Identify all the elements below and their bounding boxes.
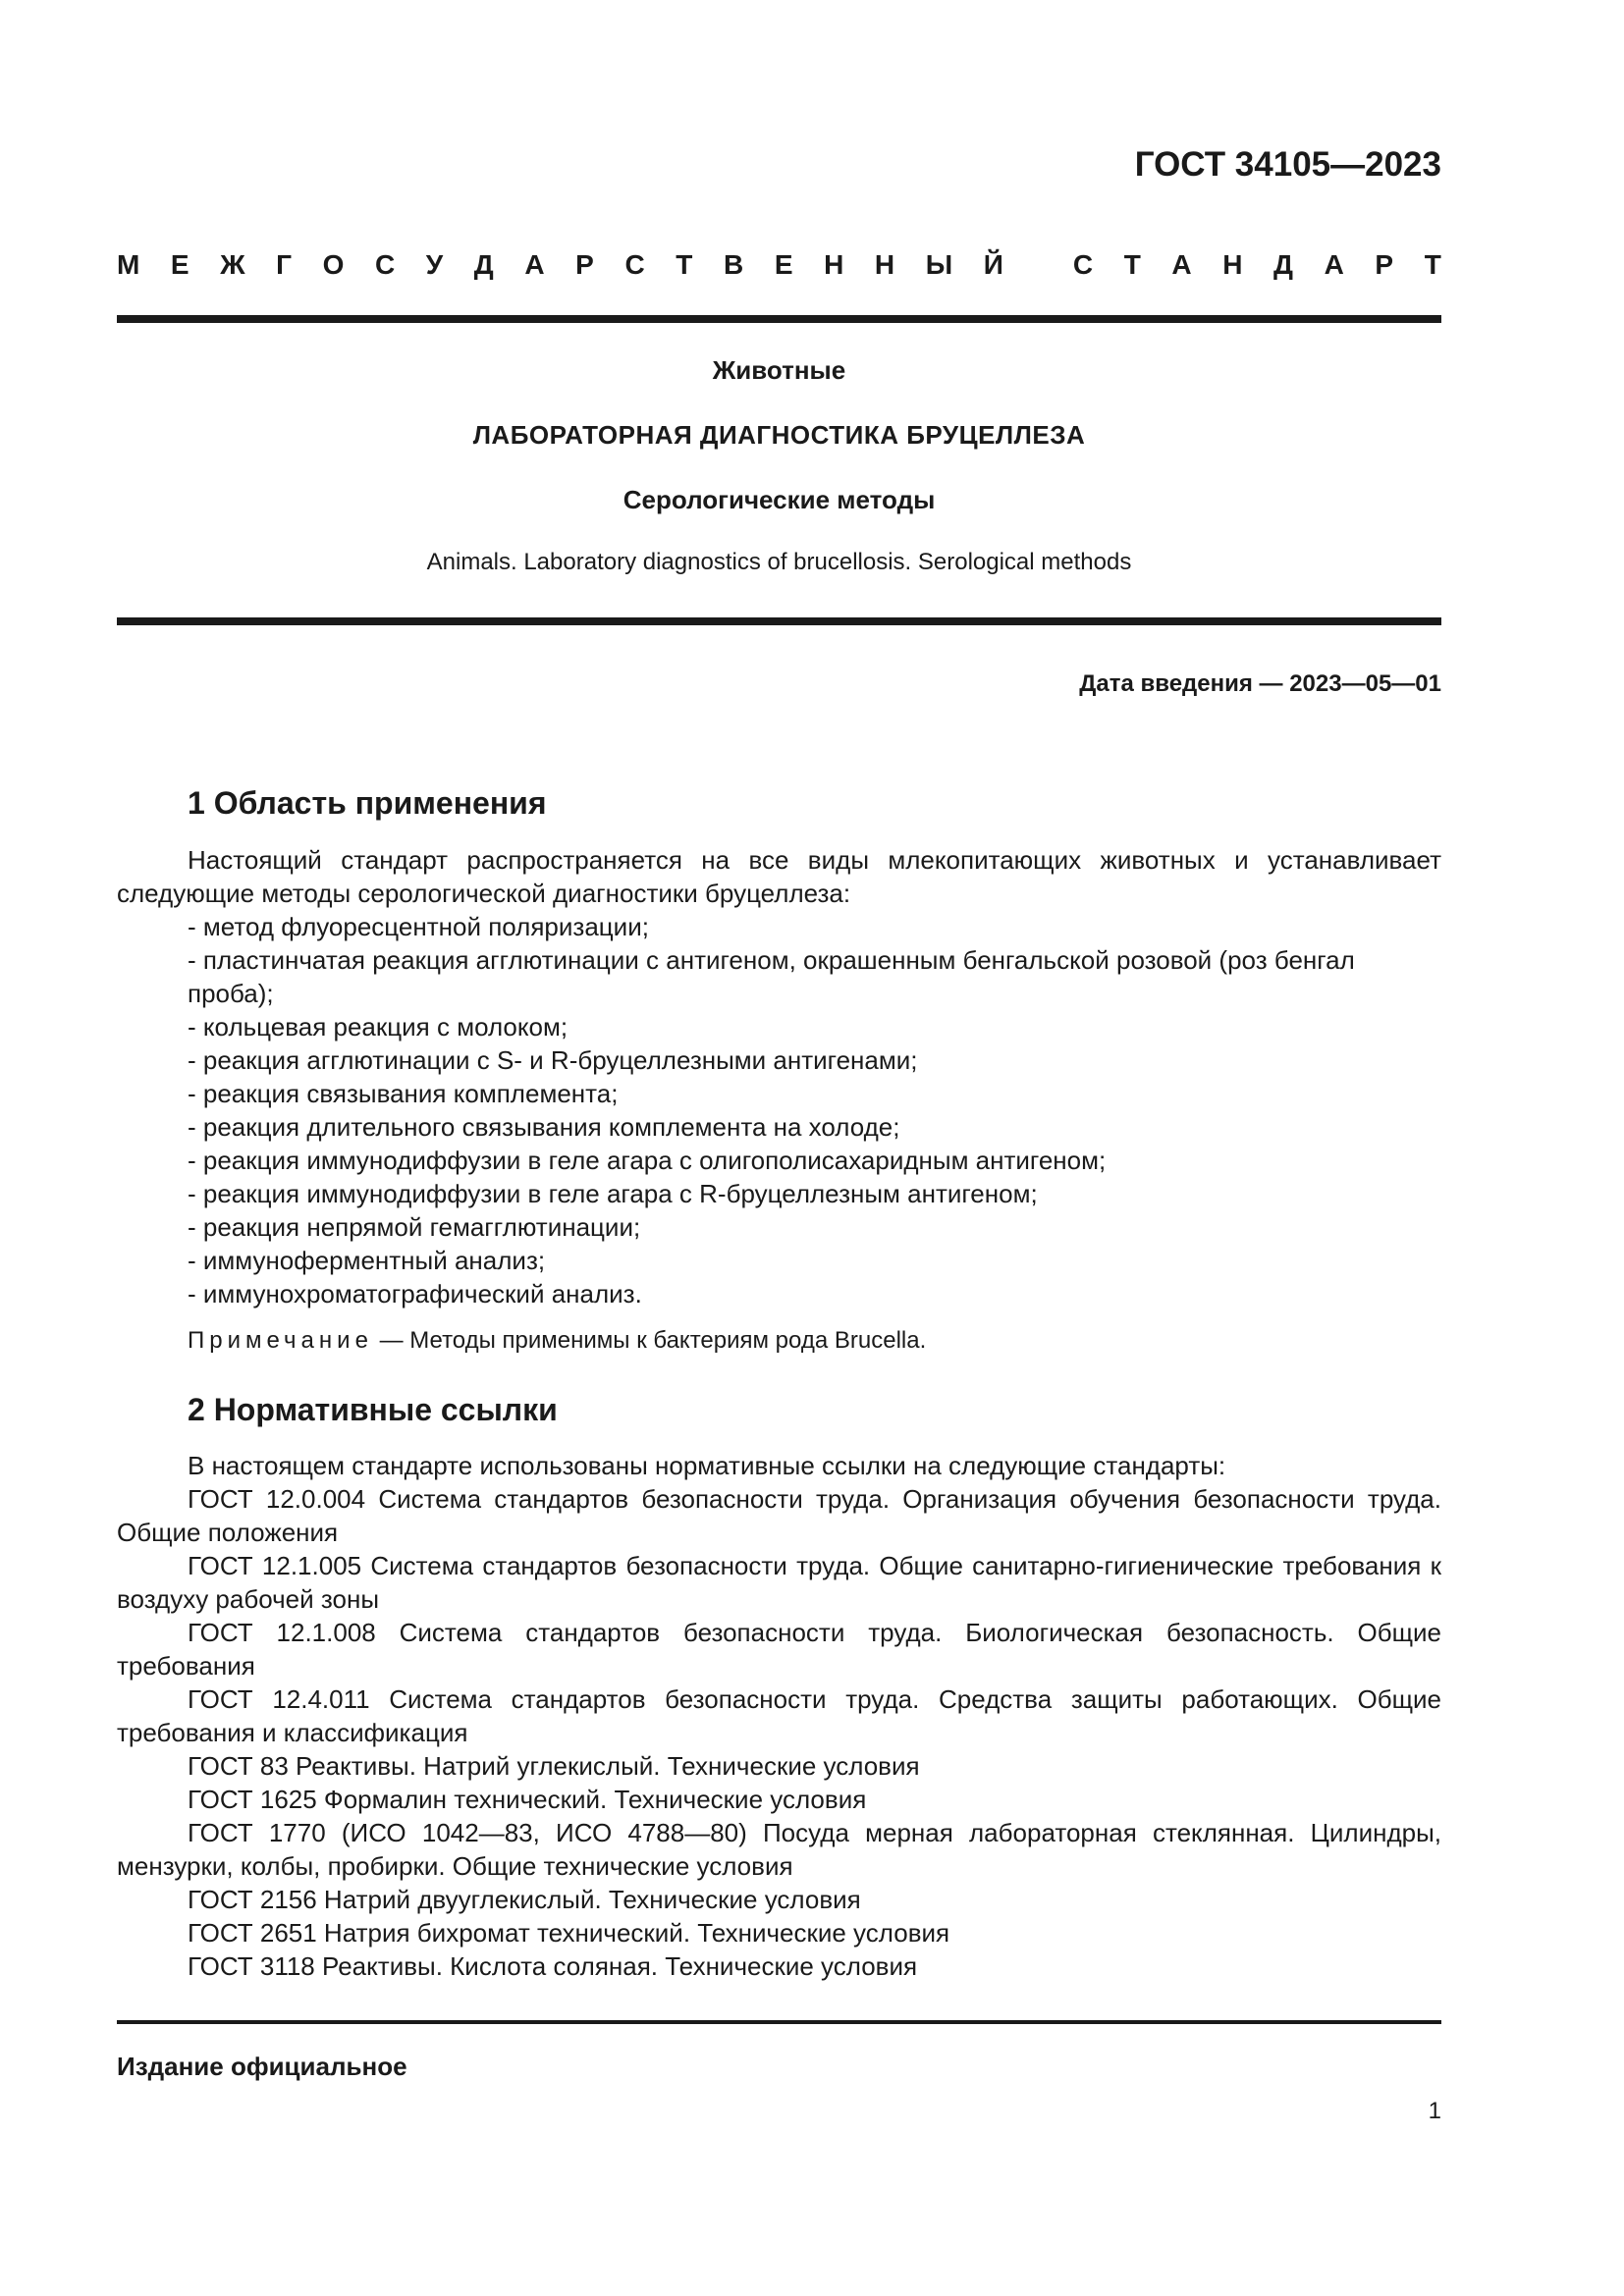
list-item: - иммунохроматографический анализ. [188, 1279, 642, 1308]
list-item: - реакция иммунодиффузии в геле агара с R-бруцеллезным антигеном; [188, 1179, 1038, 1208]
section-2-body [117, 1449, 1441, 1983]
title-rule [117, 617, 1441, 625]
banner-letter: В [723, 249, 744, 280]
banner-letter: Г [276, 249, 292, 280]
banner-letter: С [1072, 249, 1094, 280]
page-number: 1 [1428, 2098, 1441, 2124]
reference-item: ГОСТ 1770 (ИСО 1042—83, ИСО 4788—80) Посуда мерная лабораторная стеклянная. Цилиндры, мензурки, колбы, пробирки. Общие технические условия [117, 1818, 1441, 1881]
official-edition-label: Издание официальное [117, 2052, 407, 2081]
banner-letter: Е [170, 249, 189, 280]
banner-letter: М [117, 249, 140, 280]
list-item: - реакция связывания комплемента; [188, 1079, 619, 1108]
note-text: — Методы применимы к бактериям рода Brucella. [372, 1327, 927, 1354]
section-1-intro: Настоящий стандарт распространяется на все виды млекопитающих животных и устанавливает следующие методы серологической диагностики бруцеллеза: [117, 845, 1441, 908]
note [117, 1324, 1441, 1358]
list-item: - реакция длительного связывания комплемента на холоде; [188, 1112, 900, 1142]
banner-letter: С [624, 249, 645, 280]
header-rule [117, 315, 1441, 323]
reference-item: ГОСТ 2651 Натрия бихромат технический. Технические условия [188, 1918, 950, 1948]
list-item: - реакция агглютинации с S- и R-бруцеллезными антигенами; [188, 1045, 918, 1075]
reference-item: ГОСТ 1625 Формалин технический. Технические условия [188, 1785, 867, 1814]
banner-letter: Т [1123, 249, 1141, 280]
list-item: - пластинчатая реакция агглютинации с антигеном, окрашенным бенгальской розовой (роз бенгал проба); [188, 945, 1355, 1008]
banner-letter: Н [1222, 249, 1243, 280]
section-1-body [117, 843, 1441, 1358]
banner-letter: Р [575, 249, 594, 280]
list-item: - кольцевая реакция с молоком; [188, 1012, 568, 1041]
banner-letter: С [374, 249, 396, 280]
reference-item: ГОСТ 12.0.004 Система стандартов безопасности труда. Организация обучения безопасности труда. Общие положения [117, 1484, 1441, 1547]
section-2-intro: В настоящем стандарте использованы нормативные ссылки на следующие стандарты: [188, 1451, 1226, 1480]
reference-item: ГОСТ 12.1.008 Система стандартов безопасности труда. Биологическая безопасность. Общие требования [117, 1618, 1441, 1681]
introduction-date: Дата введения — 2023—05—01 [1079, 670, 1441, 697]
reference-item: ГОСТ 12.1.005 Система стандартов безопасности труда. Общие санитарно-гигиенические требования к воздуху рабочей зоны [117, 1551, 1441, 1614]
document-number: ГОСТ 34105—2023 [1134, 145, 1441, 184]
reference-item: ГОСТ 83 Реактивы. Натрий углекислый. Технические условия [188, 1751, 920, 1781]
banner-letter: О [322, 249, 345, 280]
banner-letter: Р [1375, 249, 1394, 280]
banner-letter: Н [824, 249, 844, 280]
banner-letter: У [425, 249, 444, 280]
list-item: - реакция иммунодиффузии в геле агара с олигополисахаридным антигеном; [188, 1146, 1107, 1175]
references-list [117, 1482, 1441, 1983]
banner-letter: Т [676, 249, 693, 280]
banner-letter: Ы [925, 249, 953, 280]
list-item: - реакция непрямой гемагглютинации; [188, 1212, 641, 1242]
section-2-heading: 2 Нормативные ссылки [188, 1392, 558, 1427]
banner-letter: А [1324, 249, 1344, 280]
banner-letter: Н [874, 249, 895, 280]
banner-letter: Д [473, 249, 494, 280]
banner-letter: А [1171, 249, 1192, 280]
reference-item: ГОСТ 2156 Натрий двууглекислый. Технические условия [188, 1885, 861, 1914]
section-1-heading: 1 Область применения [188, 785, 547, 821]
banner-gap [1034, 249, 1042, 289]
title-line-2: ЛАБОРАТОРНАЯ ДИАГНОСТИКА БРУЦЕЛЛЕЗА [472, 420, 1086, 450]
title-line-3: Серологические методы [623, 485, 936, 514]
footer-rule [117, 2020, 1441, 2024]
banner-letter: Е [774, 249, 793, 280]
list-item: - иммуноферментный анализ; [188, 1246, 546, 1275]
banner-letter: Д [1273, 249, 1293, 280]
list-item: - метод флуоресцентной поляризации; [188, 912, 649, 941]
banner-letter: Ж [220, 249, 245, 280]
note-label: Примечание [188, 1327, 373, 1354]
banner-letter: А [524, 249, 545, 280]
reference-item: ГОСТ 12.4.011 Система стандартов безопасности труда. Средства защиты работающих. Общие требования и классификация [117, 1684, 1441, 1747]
banner-letter: Т [1424, 249, 1441, 280]
methods-list [117, 910, 1441, 1310]
interstate-standard-banner [117, 249, 1441, 289]
banner-letter: Й [983, 249, 1003, 280]
title-english: Animals. Laboratory diagnostics of brucellosis. Serological methods [426, 549, 1132, 575]
title-line-1: Животные [712, 355, 846, 385]
reference-item: ГОСТ 3118 Реактивы. Кислота соляная. Технические условия [188, 1951, 918, 1981]
